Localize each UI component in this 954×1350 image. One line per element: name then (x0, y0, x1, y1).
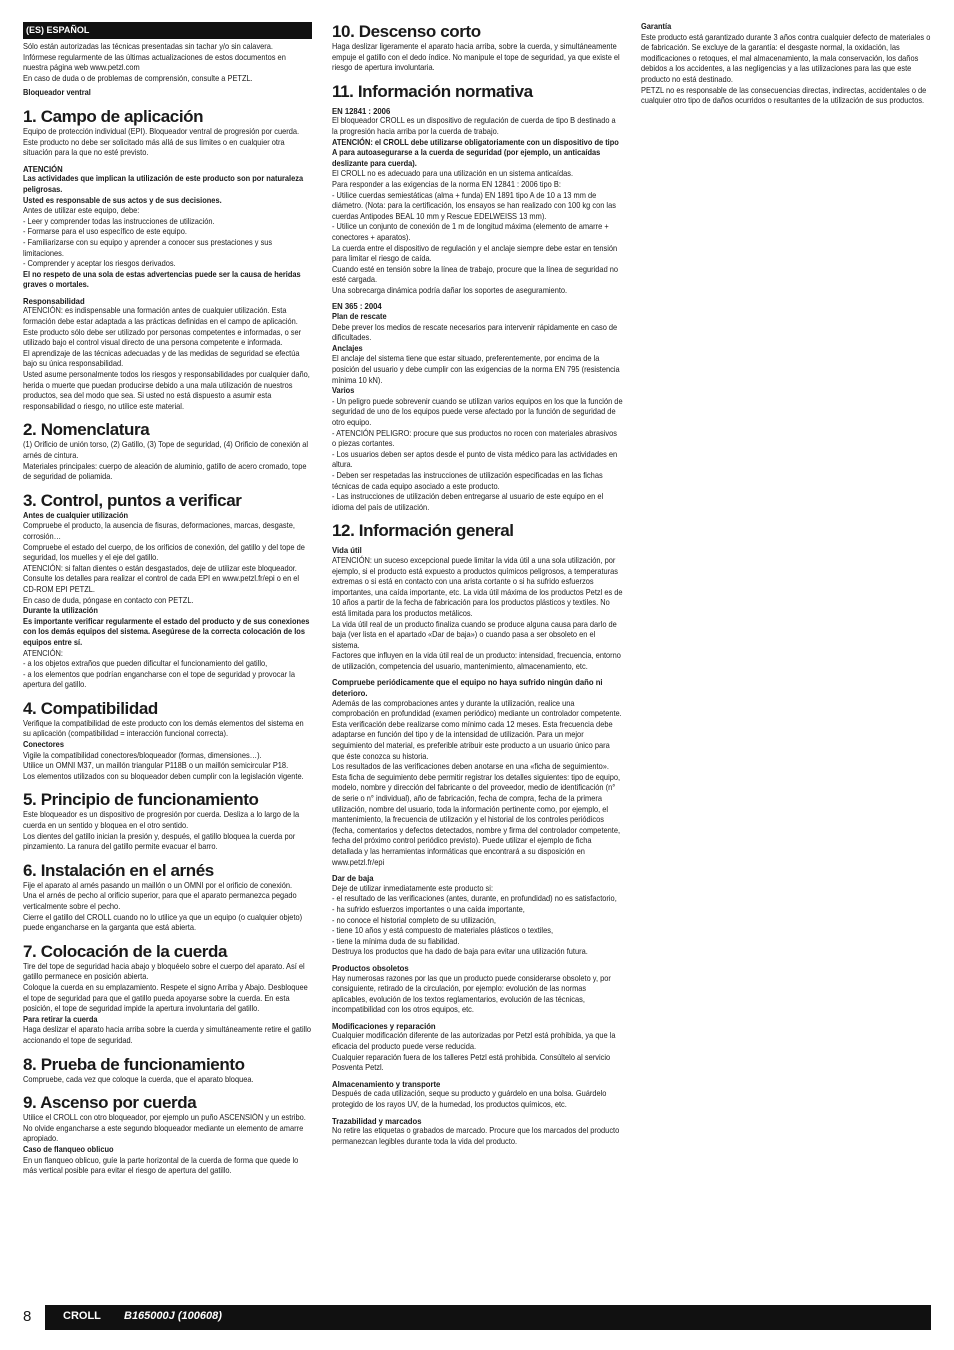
list-item: - no conoce el historial completo de su utilización, (332, 915, 496, 925)
subheading: Plan de rescate (332, 312, 387, 322)
paragraph: Utilice un OMNI M37, un maillón triangular P118B o un maillón semicircular P18. (23, 761, 289, 771)
footer-reference: B165000J (100608) (124, 1310, 222, 1322)
list-item: - ATENCIÓN PELIGRO: procure que sus productos no rocen con materiales abrasivos o piezas cortantes. (332, 428, 618, 449)
paragraph: Usted asume personalmente todos los riesgos y responsabilidades por cualquier daño, herida o muerte que puedan producirse debido a una mala utilización de nuestros productos, sea del modo que sea. Si usted no está dispuesto a asumir esta responsabilidad o riesgo, no utilice este material. (23, 370, 310, 411)
paragraph: Debe prever los medios de rescate necesarios para intervenir rápidamente en caso de dificultades. (332, 322, 618, 343)
section-title-1: 1. Campo de aplicación (23, 106, 204, 126)
paragraph: Cierre el gatillo del CROLL cuando no lo utilice ya que un equipo (o cualquier objeto) puede engancharse en la garganta que está abierta. (23, 912, 303, 933)
subheading: Modificaciones y reparación (332, 1020, 436, 1031)
paragraph: PETZL no es responsable de las consecuencias directas, indirectas, accidentales o de cualquier otro tipo de daños ocurridos o resultantes de la utilización de sus productos. (641, 85, 927, 106)
paragraph: Este bloqueador es un dispositivo de progresión por cuerda. Desliza a lo largo de la cuerda en un sentido y bloquea en el otro sentido. (23, 810, 300, 831)
paragraph: ATENCIÓN: si faltan dientes o están desgastados, deje de utilizar este bloqueador. (23, 563, 297, 573)
paragraph: Materiales principales: cuerpo de aleación de aluminio, gatillo de acero cromado, tope de seguridad de poliamida. (23, 461, 307, 482)
subheading: Productos obsoletos (332, 962, 409, 973)
paragraph: Además de las comprobaciones antes y durante la utilización, realice una comprobación en profundidad (examen periódico) mediante un controlador competente. Esta verificación debe realizarse como mínimo cada 12 meses. Esta frecuencia debe adaptarse en función del tipo y de la intensidad de utilización. Para un mejor seguimiento del material, es preferible atribuir este producto a un usuario único para que éste conozca su historia. (332, 698, 622, 761)
list-item: - a los objetos extraños que pueden dificultar el funcionamiento del gatillo, (23, 659, 268, 669)
list-item: - Familiarizarse con su equipo y aprender a conocer sus prestaciones y sus limitaciones. (23, 237, 273, 258)
paragraph: Antes de utilizar este equipo, debe: (23, 206, 140, 216)
section-title-4: 4. Compatibilidad (23, 698, 158, 718)
paragraph: Haga deslizar ligeramente el aparato hacia arriba, sobre la cuerda, y simultáneamente empuje el gatillo con el dedo índice. No manipule el tope de seguridad, ya que existe el riesgo de apertura involuntaria. (332, 42, 620, 73)
paragraph: Utilice el CROLL con otro bloqueador, por ejemplo un puño ASCENSIÓN y un estribo. No olvide engancharse a este segundo bloqueador mediante un elemento de amarre apropiado. (23, 1113, 306, 1144)
section-title-6: 6. Instalación en el arnés (23, 860, 214, 880)
paragraph: El bloqueador CROLL es un dispositivo de regulación de cuerda de tipo B destinado a la progresión hacia arriba por la cuerda de trabajo. (332, 116, 616, 136)
paragraph: Factores que influyen en la vida útil real de un producto: intensidad, frecuencia, entorno de utilización, competencia del usuario, mantenimiento, almacenamiento, etc. (332, 651, 621, 671)
paragraph: El anclaje del sistema tiene que estar situado, preferentemente, por encima de la posición del usuario y debe cumplir con las exigencias de la norma EN 795 (resistencia mínima 10 kN). (332, 354, 620, 385)
paragraph: Hay numerosas razones por las que un producto puede considerarse obsoleto y, por consiguiente, retirado de la circulación, por ejemplo: evolución de las normas aplicables, evolución de los textos reglamentarios, evolución de las técnicas, incompatibilidad con los otros equipos, etc. (332, 973, 611, 1015)
paragraph: ATENCIÓN: (23, 648, 63, 658)
section-title-8: 8. Prueba de funcionamiento (23, 1054, 245, 1074)
paragraph: Una sobrecarga dinámica podría dañar los soportes de aseguramiento. (332, 285, 568, 295)
paragraph: Es importante verificar regularmente el estado del producto y de sus conexiones con los demás equipos del sistema. Asegúrese de la correcta colocación de los equipos entre sí. (23, 616, 310, 647)
list-item: - Formarse para el uso específico de este equipo. (23, 227, 187, 237)
subheading: Para retirar la cuerda (23, 1014, 98, 1024)
paragraph: Verifique la compatibilidad de este producto con los demás elementos del sistema en su aplicación (compatibilidad = interacción funcional correcta). (23, 718, 304, 739)
paragraph: ATENCIÓN: el CROLL debe utilizarse obligatoriamente con un dispositivo de tipo A para autoasegurarse a la cuerda de seguridad (por ejemplo, un anticaídas deslizante para cuerda). (332, 137, 619, 168)
section-title-10: 10. Descenso corto (332, 22, 481, 41)
paragraph: No retire las etiquetas o grabados de marcado. Procure que los marcados del producto permanezcan legibles durante toda la vida del producto. (332, 1126, 620, 1146)
paragraph: Cualquier reparación fuera de los talleres Petzl está prohibida. Consúltelo al servicio Posventa Petzl. (332, 1052, 611, 1073)
paragraph: Destruya los productos que ha dado de baja para evitar una utilización futura. (332, 947, 588, 957)
paragraph: Una el arnés de pecho al orificio superior, para que el aparato permanezca pegado verticalmente sobre el pecho. (23, 891, 297, 911)
paragraph: Coloque la cuerda en su emplazamiento. Respete el signo Arriba y Abajo. Desbloquee el tope de seguridad para que el gatillo pueda apoyarse sobre la cuerda. En esta posición, el tope de seguridad impide la apertura involuntaria del gatillo. (23, 982, 308, 1014)
paragraph: Compruebe, cada vez que coloque la cuerda, que el aparato bloquea. (23, 1074, 254, 1084)
paragraph: ATENCIÓN: es indispensable una formación antes de cualquier utilización. Esta formación debe estar adaptada a las prácticas definidas en el campo de aplicación. (23, 306, 298, 327)
list-item: - tiene la mínima duda de su fiabilidad. (332, 936, 460, 946)
section-title-12: 12. Información general (332, 521, 514, 541)
paragraph: Usted es responsable de sus actos y de sus decisiones. (23, 195, 222, 205)
paragraph: Consulte los detalles para realizar el control de cada EPI en www.petzl.fr/epi o en el CD-ROM EPI PETZL. (23, 574, 300, 594)
paragraph: Los resultados de las verificaciones deben anotarse en una «ficha de seguimiento». Esta ficha de seguimiento debe permitir registrar los detalles siguientes: tipo de equipo, modelo, nombre y dirección del fabricante o del proveedor, medio de identificación (n° de serie o n° individual), año de fabricación, fecha de compra, fecha de la primera utilización, nombre del usuario, toda la información pertinente como, por ejemplo, el mantenimiento, la frecuencia de utilización y el historial de los controles periódicos (fecha, comentarios y defectos detectados, nombre y firma del controlador competente, fecha del próximo control periódico previsto). Puede utilizar el ejemplo de ficha detallada y las herramientas informáticas que encontrará a su disposición en www.petzl.fr/epi (332, 762, 621, 867)
paragraph: Los elementos utilizados con su bloqueador deben cumplir con la legislación vigente. (23, 771, 304, 781)
section-title-3: 3. Control, puntos a verificar (23, 490, 242, 510)
list-item: - Deben ser respetadas las instrucciones de utilización especificadas en las fichas técnicas de cada equipo asociado a este producto. (332, 470, 603, 491)
list-item: - a los elementos que podrían engancharse con el tope de seguridad y provocar la apertura del gatillo. (23, 669, 295, 690)
subheading: Caso de flanqueo oblicuo (23, 1144, 114, 1154)
subheading: Vida útil (332, 545, 362, 556)
list-item: - Utilice un conjunto de conexión de 1 m de longitud máxima (elemento de amarre + conectores + aparatos). (332, 222, 609, 242)
column-2 (332, 22, 623, 1147)
paragraph: Este producto no debe ser solicitado más allá de sus límites o en cualquier otra situación para la que no esté previsto. (23, 137, 285, 158)
subheading: Trazabilidad y marcados (332, 1115, 422, 1126)
language-label: (ES) ESPAÑOL (23, 22, 312, 39)
paragraph: Las actividades que implican la utilización de este producto son por naturaleza peligrosas. (23, 174, 304, 194)
list-item: - Leer y comprender todas las instrucciones de utilización. (23, 216, 215, 226)
paragraph: La vida útil real de un producto finaliza cuando se produce alguna causa para darlo de baja (ver lista en el apartado «Dar de baja») o cuando pasa a ser obsoleto en el sistema. (332, 619, 617, 650)
paragraph: Este producto sólo debe ser utilizado por personas competentes e informadas, o ser utilizado bajo el control visual directo de una persona competente e informada. (23, 327, 302, 348)
paragraph: El aprendizaje de las técnicas adecuadas y de las medidas de seguridad se efectúa bajo su única responsabilidad. (23, 348, 300, 369)
section-title-2: 2. Nomenclatura (23, 420, 150, 440)
list-item: - ha sufrido esfuerzos importantes o una caída importante, (332, 904, 525, 914)
list-item: - Comprender y aceptar los riesgos derivados. (23, 259, 176, 269)
subheading: Conectores (23, 740, 64, 750)
list-item: - el resultado de las verificaciones (antes, durante, en profundidad) no es satisfactorio, (332, 894, 617, 904)
subheading: ATENCIÓN (23, 163, 63, 174)
product-type: Bloqueador ventral (23, 88, 91, 98)
paragraph: Los dientes del gatillo inician la presión y, después, el gatillo bloquea la cuerda por pinzamiento. La ranura del gatillo permite evacuar el barro. (23, 831, 296, 852)
list-item: - Utilice cuerdas semiestáticas (alma + funda) EN 1891 tipo A de 10 a 13 mm de diámetro. (Nota: para la certificación, los ensayos se han realizado con 100 kg con las cuerdas Antipodes BEAL 10 mm y Rescue EDELWEISS 13 mm). (332, 190, 616, 221)
paragraph: Deje de utilizar inmediatamente este producto si: (332, 883, 494, 893)
subheading: Dar de baja (332, 873, 374, 884)
column-1 (23, 22, 312, 1177)
paragraph: (1) Orificio de unión torso, (2) Gatillo, (3) Tope de seguridad, (4) Orificio de conexión al arnés de cintura. (23, 440, 309, 460)
paragraph: El no respeto de una sola de estas advertencias puede ser la causa de heridas graves o mortales. (23, 269, 301, 290)
paragraph: Cuando esté en tensión sobre la línea de trabajo, procure que la línea de seguridad no esté cargada. (332, 264, 619, 285)
subheading: Anclajes (332, 343, 363, 353)
subheading: Durante la utilización (23, 606, 98, 616)
column-3 (641, 22, 931, 107)
paragraph: Después de cada utilización, seque su producto y guárdelo en una bolsa. Guárdelo protegido de los rayos UV, de la humedad, los productos químicos, etc. (332, 1089, 607, 1110)
list-item: - Los usuarios deben ser aptos desde el punto de vista médico para las actividades en altura. (332, 449, 618, 470)
paragraph: Compruebe el estado del cuerpo, de los orificios de conexión, del gatillo y del tope de seguridad, los muelles y el eje del gatillo. (23, 542, 305, 563)
subheading: Almacenamiento y transporte (332, 1078, 441, 1089)
paragraph: En un flanqueo oblicuo, guíe la parte horizontal de la cuerda de forma que quede lo más vertical posible para evitar el riesgo de apertura del gatillo. (23, 1155, 299, 1176)
section-title-11: 11. Información normativa (332, 81, 533, 101)
subheading: EN 12841 : 2006 (332, 105, 391, 116)
section-title-9: 9. Ascenso por cuerda (23, 1093, 197, 1113)
section-title-5: 5. Principio de funcionamiento (23, 790, 259, 810)
subheading-garantia: Garantía (641, 22, 672, 31)
subheading: Compruebe periódicamente que el equipo no haya sufrido ningún daño ni deterioro. (332, 677, 603, 699)
list-item: - Un peligro puede sobrevenir cuando se utilizan varios equipos en los que la función de seguridad de uno de los equipos puede verse afectado por la función de seguridad de otro equipo. (332, 396, 623, 427)
paragraph: En caso de duda, póngase en contacto con PETZL. (23, 595, 194, 605)
paragraph: Haga deslizar el aparato hacia arriba sobre la cuerda y simultáneamente retire el gatillo accionando el tope de seguridad. (23, 1025, 312, 1045)
paragraph: El CROLL no es adecuado para una utilización en un sistema anticaídas. (332, 169, 574, 179)
intro-line: En caso de duda o de problemas de comprensión, consulte a PETZL. (23, 73, 253, 83)
paragraph: Para responder a las exigencias de la norma EN 12841 : 2006 tipo B: (332, 179, 561, 189)
paragraph: La cuerda entre el dispositivo de regulación y el anclaje siempre debe estar en tensión para limitar el riesgo de caída. (332, 243, 618, 264)
subheading: Varios (332, 386, 355, 396)
paragraph: Fije el aparato al arnés pasando un maillón o un OMNI por el orificio de conexión. (23, 880, 293, 890)
footer-product: CROLL (63, 1310, 101, 1322)
page-number: 8 (23, 1308, 32, 1325)
intro-line: Infórmese regularmente de las últimas actualizaciones de estos documentos en nuestra página web www.petzl.com (23, 52, 286, 73)
paragraph: Compruebe el producto, la ausencia de fisuras, deformaciones, marcas, desgaste, corrosión… (23, 521, 295, 541)
paragraph: Tire del tope de seguridad hacia abajo y bloquéelo sobre el cuerpo del aparato. Así el gatillo permanece en posición abierta. (23, 961, 305, 982)
paragraph: Cualquier modificación diferente de las autorizadas por Petzl está prohibida, ya que la eficacia del producto puede verse reducida. (332, 1031, 616, 1052)
paragraph: Equipo de protección individual (EPI). Bloqueador ventral de progresión por cuerda. (23, 126, 300, 136)
list-item: - Las instrucciones de utilización deben entregarse al usuario de este equipo en el idioma del país de utilización. (332, 492, 604, 512)
footer-bar (45, 1305, 931, 1330)
subheading: EN 365 : 2004 (332, 301, 382, 312)
section-title-7: 7. Colocación de la cuerda (23, 941, 228, 961)
paragraph: ATENCIÓN: un suceso excepcional puede limitar la vida útil a una sola utilización, por ejemplo, si el producto está expuesto a productos químicos peligrosos, a temperaturas extremas o si está en contacto con una arista cortante o si ha sufrido esfuerzos importantes, una caída importante, etc. La vida útil máxima de los productos Petzl es de 10 años a partir de la fecha de fabricación para los productos plásticos y textiles. No está limitada para los productos metálicos. (332, 555, 623, 618)
list-item: - tiene 10 años y está compuesto de materiales plásticos o textiles, (332, 926, 554, 936)
subheading: Antes de cualquier utilización (23, 510, 129, 520)
paragraph: Vigile la compatibilidad conectores/bloqueador (formas, dimensiones…). (23, 750, 262, 760)
intro-line: Sólo están autorizadas las técnicas presentadas sin tachar y/o sin calavera. (23, 42, 274, 51)
paragraph: Este producto está garantizado durante 3 años contra cualquier defecto de materiales o de fabricación. Se excluye de la garantía: el desgaste normal, la oxidación, las modificaciones o retoques, el mal almacenamiento, la mala conservación, los daños debidos a los accidentes, a las negligencias y a las utilizaciones para las que este producto no está destinado. (641, 32, 931, 84)
subheading: Responsabilidad (23, 295, 85, 306)
